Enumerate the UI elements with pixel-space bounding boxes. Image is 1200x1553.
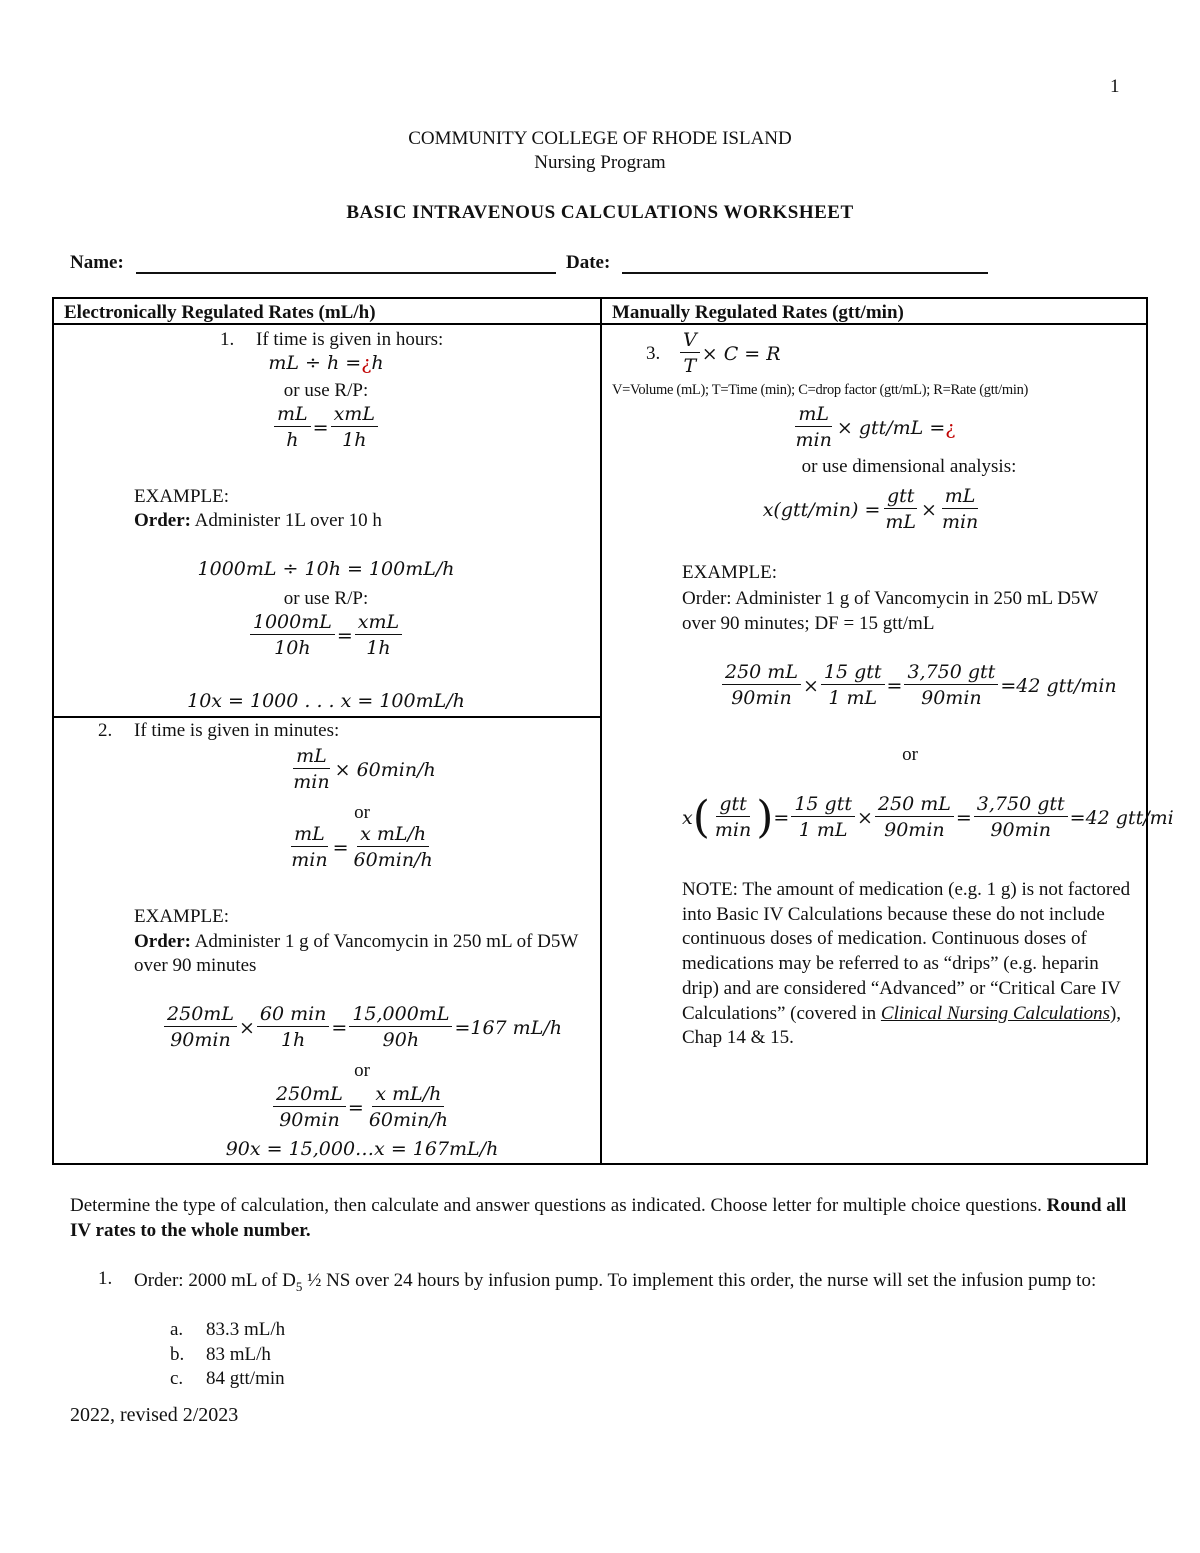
section1-or-rp: or use R/P: — [283, 380, 369, 401]
section2-or2: or — [354, 1060, 370, 1081]
option-a[interactable]: a. 83.3 mL/h — [170, 1319, 286, 1340]
footer-revision: 2022, revised 2/2023 — [70, 1404, 239, 1426]
section1-heading: If time is given in hours: — [256, 329, 444, 350]
section3-or: or — [902, 744, 918, 765]
section3-da-example: x ( $\frac{\text{gtt}}{\min}$ ) = $\frac{\text{15 gtt}}{1 mL}$ × $\frac{250 mL}{90\min}$ = $\frac{\text{3,750 gtt}}{90\min}$ =42 gtt/mi — [682, 791, 1174, 843]
section3-calc: $\frac{250 mL}{90\min}$ × $\frac{\text{15 gtt}}{1 mL}$ = $\frac{\text{3,750 gtt}}{90\min}$ =42 gtt/min — [720, 660, 1117, 711]
section2-formula2: $\frac{mL}{\min}$ = $\frac{\text{x mL/h}}{60\min/h}$ — [291, 823, 433, 871]
left-column-header: Electronically Regulated Rates (mL/h) — [64, 302, 376, 323]
section3-note: NOTE: The amount of medication (e.g. 1 g) is not factored into Basic IV Calculations because these do not include continuous doses of medication. Continuous doses of medications may be referred to as “drips” (e.g. heparin drip) and are considered “Advanced” or “Critical Care IV Calculations” (covered in Clinical Nursing Calculations), Chap 14 & 15. — [682, 879, 1131, 1049]
section1-rp-formula: $\frac{mL}{h}$ = $\frac{\text{xmL}}{1h}$ — [52, 402, 600, 453]
section2-calc: $\frac{250mL}{90\min}$ × $\frac{60 \min}{1h}$ = $\frac{15,000mL}{90h}$ =167 mL/h — [52, 1002, 672, 1053]
option-c[interactable]: c. 84 gtt/min — [170, 1368, 285, 1389]
institution-name: COMMUNITY COLLEGE OF RHODE ISLAND — [408, 128, 792, 149]
question1-number: 1. — [98, 1268, 113, 1289]
question1-options — [170, 1318, 285, 1392]
section1-formula: mL ÷ h = ¿ h — [268, 352, 384, 374]
section1-or-rp2: or use R/P: — [283, 588, 369, 609]
section2-order: Order: Administer 1 g of Vancomycin in 250 mL of D5W over 90 minutes — [134, 931, 578, 976]
name-label: Name: — [70, 252, 124, 273]
section2-example-label: EXAMPLE: — [134, 906, 229, 927]
section3-formula2: $\frac{mL}{\min}$ × gtt/mL = ¿ — [795, 403, 956, 451]
section1-example-label: EXAMPLE: — [134, 486, 229, 507]
question1-text: Order: 2000 mL of $D_5$ ½ NS over 24 hours by infusion pump. To implement this order, the nurse will set the infusion pump to: — [134, 1270, 1097, 1294]
program-name: Nursing Program — [534, 152, 666, 173]
date-label: Date: — [566, 252, 611, 273]
option-b[interactable]: b. 83 mL/h — [170, 1343, 271, 1365]
section3-order: Order: Administer 1 g of Vancomycin in 250 mL D5W over 90 minutes; DF = 15 gtt/mL — [682, 588, 1099, 634]
instructions: Determine the type of calculation, then calculate and answer questions as indicated. Choose letter for multiple choice questions. Round all IV rates to the whole number. — [70, 1195, 1127, 1241]
section1-answer: 10x = 1000 . . . x = 100mL/h — [187, 690, 465, 712]
date-field[interactable] — [622, 272, 988, 274]
section1-order: Order: Administer 1L over 10 h — [134, 510, 382, 531]
section2-formula1: $\frac{mL}{\min}$ × 60min/h — [293, 745, 436, 793]
section3-number: 3. — [646, 343, 661, 364]
section2-number: 2. — [98, 720, 113, 741]
section2-or1: or — [354, 802, 370, 823]
section2-heading: If time is given in minutes: — [134, 720, 340, 741]
right-column-header: Manually Regulated Rates (gtt/min) — [612, 302, 904, 323]
section3-formula: $\frac{V}{T}$ × C = R — [678, 328, 781, 379]
name-field[interactable] — [136, 272, 556, 274]
page-number: 1 — [1110, 76, 1120, 97]
section2-rp: $\frac{250mL}{90\min}$ = $\frac{\text{x mL/h}}{60\min/h}$ — [52, 1082, 672, 1133]
section3-legend: V=Volume (mL); T=Time (min); C=drop factor (gtt/mL); R=Rate (gtt/min) — [612, 382, 1029, 398]
section3-da-formula: x(gtt/min) = $\frac{\text{gtt}}{mL}$ × $\frac{mL}{\min}$ — [762, 485, 979, 533]
section3-or-da: or use dimensional analysis: — [801, 456, 1017, 477]
section1-rp2-formula: $\frac{1000mL}{10h}$ = $\frac{\text{xmL}}{1h}$ — [52, 610, 600, 661]
worksheet-title: BASIC INTRAVENOUS CALCULATIONS WORKSHEET — [346, 202, 854, 223]
section3-example-label: EXAMPLE: — [682, 562, 777, 583]
section1-calc: 1000mL ÷ 10h = 100mL/h — [197, 558, 455, 580]
clinical-nursing-calculations-link[interactable]: Clinical Nursing Calculations — [880, 1002, 1110, 1024]
section1-number: 1. — [220, 329, 235, 350]
section2-answer: 90x = 15,000…x = 167mL/h — [225, 1138, 499, 1160]
